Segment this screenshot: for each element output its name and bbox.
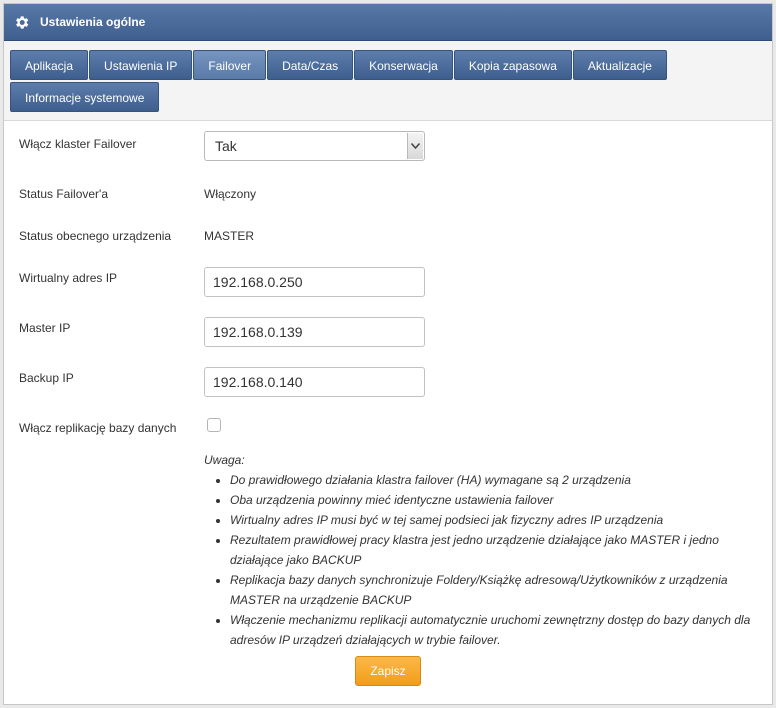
chevron-down-icon[interactable] (407, 133, 423, 159)
settings-window (3, 3, 773, 705)
save-button[interactable]: Zapisz (355, 656, 421, 686)
tab-ustawienia-ip[interactable]: Ustawienia IP (89, 50, 192, 80)
window-title: Ustawienia ogólne (40, 15, 146, 29)
note-item: • Wirtualny adres IP musi być w tej samej podsieci jak fizyczny adres IP urządzenia (230, 510, 764, 530)
enable-cluster-select[interactable] (204, 131, 425, 161)
note-item: • Do prawidłowego działania klastra failover (HA) wymagane są 2 urządzenia (230, 470, 764, 490)
failover-status-value: Włączony (204, 187, 257, 201)
master-ip-input[interactable] (204, 317, 425, 347)
note-item: • Oba urządzenia powinny mieć identyczne ustawienia failover (230, 490, 764, 510)
note-box (204, 450, 764, 650)
note-list (204, 470, 764, 650)
device-status-value: MASTER (204, 229, 255, 243)
tab-failover[interactable]: Failover (193, 50, 266, 80)
tab-kopia-zapasowa[interactable]: Kopia zapasowa (454, 50, 572, 80)
db-replication-label: Włącz replikację bazy danych (19, 421, 177, 435)
tab-data-czas[interactable]: Data/Czas (267, 50, 353, 80)
virtual-ip-label: Wirtualny adres IP (19, 271, 118, 285)
note-item: • Replikacja bazy danych synchronizuje Foldery/Książkę adresową/Użytkowników z urządzenia MASTER na urządzenie BACKUP (230, 570, 764, 610)
enable-cluster-label: Włącz klaster Failover (19, 137, 137, 151)
device-status-label: Status obecnego urządzenia (19, 229, 172, 243)
master-ip-label: Master IP (19, 321, 71, 335)
note-item: • Rezultatem prawidłowej pracy klastra jest jedno urządzenie działające jako MASTER i jedno działające jako BACKUP (230, 530, 764, 570)
tab-aktualizacje[interactable]: Aktualizacje (573, 50, 667, 80)
tab-konserwacja[interactable]: Konserwacja (354, 50, 453, 80)
tab-aplikacja[interactable]: Aplikacja (10, 50, 88, 80)
enable-cluster-value: Tak (215, 138, 237, 154)
window-titlebar (4, 4, 772, 41)
tab-bar (4, 41, 772, 121)
failover-status-label: Status Failover'a (19, 187, 108, 201)
backup-ip-label: Backup IP (19, 371, 74, 385)
note-heading: Uwaga: (204, 453, 245, 467)
db-replication-checkbox[interactable] (207, 418, 221, 432)
note-item: • Włączenie mechanizmu replikacji automatycznie uruchomi zewnętrzny dostęp do bazy danych dla adresów IP urządzeń działających w trybie failover. (230, 610, 764, 650)
gear-icon (13, 14, 30, 31)
backup-ip-input[interactable] (204, 367, 425, 397)
tab-informacje-systemowe[interactable]: Informacje systemowe (10, 82, 159, 112)
virtual-ip-input[interactable] (204, 267, 425, 297)
